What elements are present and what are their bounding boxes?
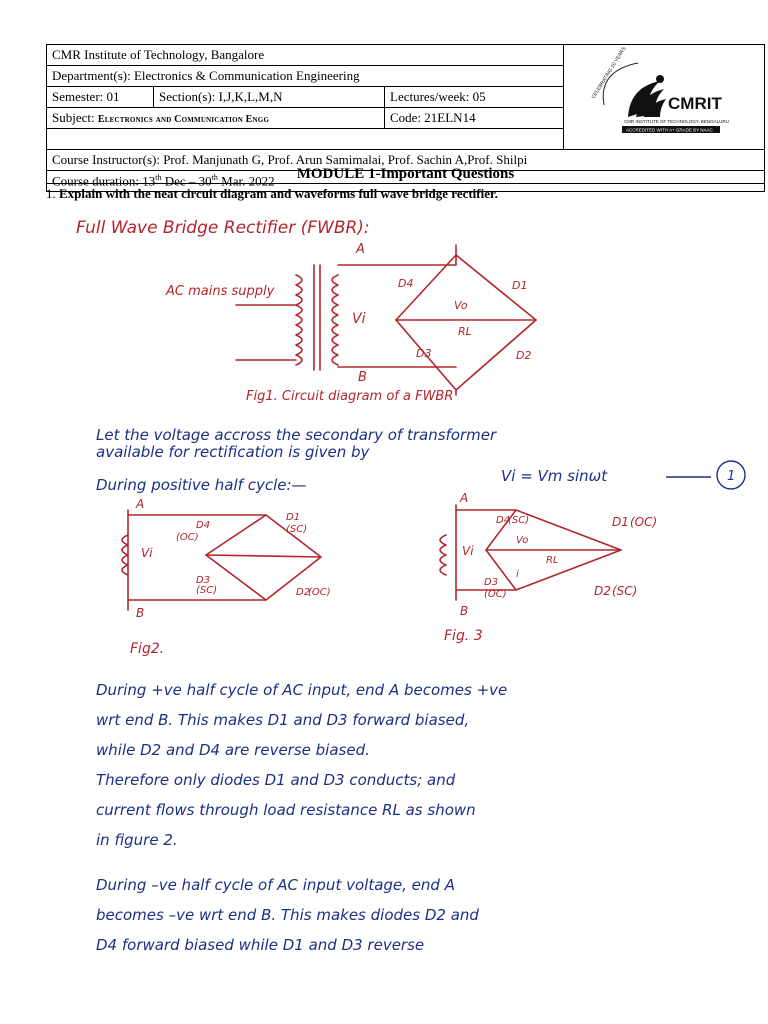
subject-field — [47, 108, 385, 129]
institute-name: CMR Institute of Technology, Bangalore — [47, 45, 564, 66]
para1-line-4: Therefore only diodes D1 and D3 conducts; and — [96, 771, 456, 789]
fig2-d4-state: (OC) — [176, 532, 199, 543]
fig3-d3-label: D3 — [484, 577, 499, 588]
fig3-d4-label: D4 — [496, 515, 511, 526]
fig1-d1-label: D1 — [512, 279, 528, 292]
fig2-d4-label: D4 — [196, 520, 211, 531]
fig3-d2-label: D2 — [594, 584, 611, 598]
fig1-vo-label: Vo — [454, 299, 468, 312]
fig3-rl-label: RL — [546, 555, 559, 566]
code-field: Code: 21ELN14 — [385, 108, 564, 129]
fig1-d4-label: D4 — [398, 277, 414, 290]
fig2-caption: Fig2. — [130, 641, 165, 657]
swan-emblem-icon — [628, 75, 666, 117]
fig3-d1-label: D1 — [612, 515, 629, 529]
fig1-circuit — [236, 245, 536, 395]
fig3-d4-state: (SC) — [508, 515, 530, 526]
duration-sup1: th — [155, 172, 162, 182]
module-title: MODULE 1-Important Questions — [46, 165, 765, 184]
ac-supply-label: AC mains supply — [166, 284, 275, 299]
fig2-d2-state: (OC) — [308, 587, 331, 598]
fig1-d3-label: D3 — [416, 347, 432, 360]
fig1-rl-label: RL — [458, 325, 472, 338]
sections-field: Section(s): I,J,K,L,M,N — [154, 87, 385, 108]
intro-line-2: available for rectification is given by — [96, 443, 370, 461]
fig3-d2-state: (SC) — [612, 584, 638, 598]
logo-subtitle: CMR INSTITUTE OF TECHNOLOGY, BENGALURU — [624, 119, 729, 124]
department-field: Department(s): Electronics & Communication Engineering — [47, 66, 564, 87]
logo-name: CMRIT — [668, 94, 722, 113]
para1-line-1: During +ve half cycle of AC input, end A becomes +ve — [96, 681, 508, 699]
handwritten-notes — [46, 205, 765, 975]
fig1-a-label: A — [356, 242, 365, 257]
fig3-current-label: i — [516, 569, 519, 580]
fig1-b-label: B — [358, 370, 367, 385]
logo-cell — [564, 45, 765, 150]
fig3-d3-state: (OC) — [484, 589, 507, 600]
question-text: Explain with the neat circuit diagram and waveforms full wave bridge rectifier. — [59, 186, 498, 201]
lectures-field: Lectures/week: 05 — [385, 87, 564, 108]
fig3-d1-state: (OC) — [630, 515, 658, 529]
instructors-field: Course Instructor(s): Prof. Manjunath G, Prof. Arun Samimalai, Prof. Sachin A,Prof. Shilpi — [47, 150, 765, 171]
para1-line-3: while D2 and D4 are reverse biased. — [96, 741, 370, 759]
para1-line-2: wrt end B. This makes D1 and D3 forward biased, — [96, 711, 470, 729]
para1-line-5: current flows through load resistance RL as shown — [96, 801, 476, 819]
para1-line-6: in figure 2. — [96, 831, 178, 849]
logo-badge: ACCREDITED WITH A+ GRADE BY NAAC — [626, 127, 713, 133]
equation: Vi = Vm sinωt — [501, 467, 608, 485]
cmrit-logo — [564, 47, 764, 143]
duration-mid: Dec – 30 — [161, 173, 212, 189]
duration-sup2: th — [211, 172, 218, 182]
subject-value: Electronics and Communication Engg — [97, 114, 270, 125]
fig2-a-label: A — [136, 497, 145, 511]
intro-line-1: Let the voltage accross the secondary of transformer — [96, 426, 497, 444]
positive-half-heading: During positive half cycle:— — [96, 476, 307, 494]
fig1-caption: Fig1. Circuit diagram of a FWBR — [246, 389, 454, 404]
para2-line-3: D4 forward biased while D1 and D3 reverse — [96, 936, 425, 954]
semester-field: Semester: 01 — [47, 87, 154, 108]
fig1-d2-label: D2 — [516, 349, 532, 362]
question-1 — [46, 186, 498, 202]
fig3-b-label: B — [460, 604, 469, 618]
fig2-d3-label: D3 — [196, 575, 211, 586]
fig2-d2-label: D2 — [296, 587, 311, 598]
subject-label: Subject: — [52, 110, 95, 125]
fig3-vi-label: Vi — [462, 544, 474, 558]
spacer-row — [47, 129, 564, 150]
fig1-vi-label: Vi — [352, 311, 366, 327]
fig2-b-label: B — [136, 606, 145, 620]
fig2-vi-label: Vi — [141, 546, 153, 560]
fig2-d3-state: (SC) — [196, 585, 218, 596]
fig3-caption: Fig. 3 — [444, 628, 483, 644]
logo-arc-text: CELEBRATING 20 YEARS — [590, 47, 628, 101]
duration-prefix: Course duration: 13 — [52, 173, 156, 189]
fig2-d1-label: D1 — [286, 512, 301, 523]
fig2-d1-state: (SC) — [286, 524, 308, 535]
fig3-vo-label: Vo — [516, 535, 529, 546]
para2-line-2: becomes –ve wrt end B. This makes diodes D2 and — [96, 906, 479, 924]
notes-heading: Full Wave Bridge Rectifier (FWBR): — [76, 218, 370, 238]
question-number: 1. — [46, 186, 56, 201]
duration-suffix: Mar. 2022 — [217, 173, 275, 189]
fig3-a-label: A — [460, 491, 469, 505]
para2-line-1: During –ve half cycle of AC input voltage, end A — [96, 876, 455, 894]
equation-number: 1 — [727, 469, 736, 484]
